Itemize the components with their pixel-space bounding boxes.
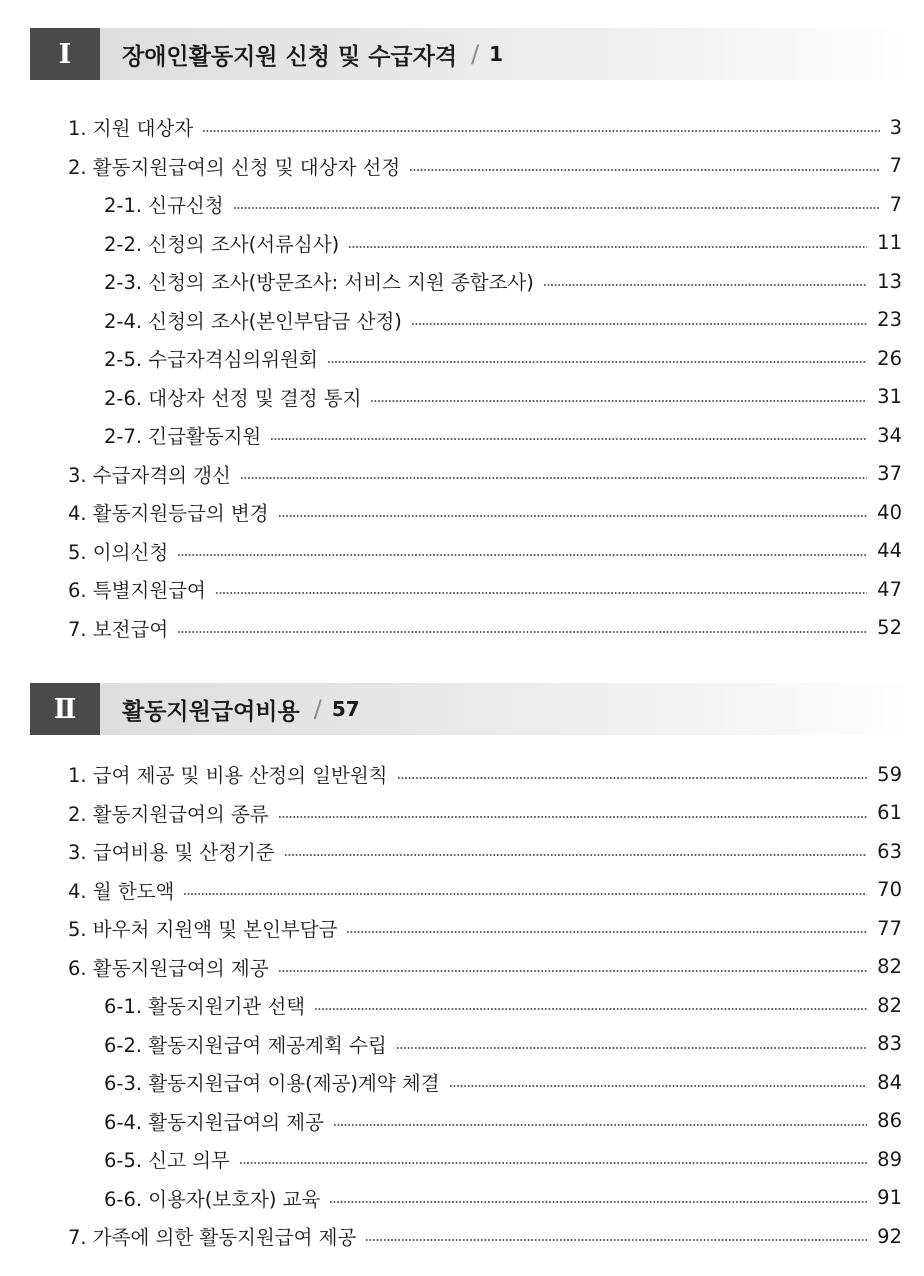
toc-entry-label: 5. 이의신청 <box>68 540 169 564</box>
toc-entry-page-number: 23 <box>877 308 902 331</box>
section-header <box>30 683 914 735</box>
dot-leader <box>396 1047 867 1049</box>
toc-entry-page-number: 31 <box>877 385 902 408</box>
dot-leader <box>177 631 867 633</box>
toc-entry[interactable] <box>0 871 924 909</box>
toc-entry[interactable] <box>0 301 924 339</box>
toc-entry-label: 6-6. 이용자(보호자) 교육 <box>104 1187 321 1211</box>
dot-leader <box>543 284 867 286</box>
toc-entry-page-number: 59 <box>877 762 902 786</box>
toc-entry-label: 6-5. 신고 의무 <box>104 1149 230 1172</box>
toc-entry-label: 6-3. 활동지원급여 이용(제공)계약 체결 <box>104 1072 440 1095</box>
toc-entry-page-number: 82 <box>877 993 902 1017</box>
toc-entry-label: 5. 바우처 지원액 및 본인부담금 <box>68 918 338 941</box>
toc-entry-label: 2-7. 긴급활동지원 <box>104 425 262 448</box>
toc-entry-label: 3. 급여비용 및 산정기준 <box>68 841 275 864</box>
toc-entry[interactable] <box>0 1063 924 1101</box>
toc-entry-label: 1. 급여 제공 및 비용 산정의 일반원칙 <box>68 764 388 787</box>
toc-entry[interactable] <box>0 1102 924 1140</box>
dot-leader <box>284 854 867 856</box>
toc-entry-label: 7. 가족에 의한 활동지원급여 제공 <box>68 1226 357 1249</box>
toc-entry[interactable] <box>0 455 924 493</box>
toc-entry[interactable] <box>0 609 924 647</box>
toc-entry-label: 6-2. 활동지원급여 제공계획 수립 <box>104 1033 387 1057</box>
toc-entry[interactable] <box>0 493 924 531</box>
toc-entry[interactable] <box>0 262 924 300</box>
section-title-wrap <box>122 28 503 80</box>
toc-entry-page-number: 86 <box>877 1109 902 1132</box>
toc-entry[interactable] <box>0 570 924 608</box>
toc-entry-page-number: 40 <box>877 500 902 524</box>
toc-entry-page-number: 89 <box>877 1147 902 1171</box>
section-slash: / <box>471 40 480 68</box>
toc-section-2 <box>0 683 924 1249</box>
toc-entry-label: 2-4. 신청의 조사(본인부담금 산정) <box>104 309 402 333</box>
toc-entry-page-number: 3 <box>889 115 902 139</box>
toc-entry[interactable] <box>0 832 924 870</box>
toc-entry[interactable] <box>0 532 924 570</box>
dot-leader <box>365 1239 867 1241</box>
toc-entry-label: 2-6. 대상자 선정 및 결정 통지 <box>104 386 362 410</box>
dot-leader <box>278 515 868 517</box>
toc-entry-page-number: 83 <box>877 1032 902 1055</box>
toc-entry-label: 6. 특별지원급여 <box>68 579 206 602</box>
toc-entry-label: 3. 수급자격의 갱신 <box>68 463 231 487</box>
toc-entry-page-number: 11 <box>877 231 902 254</box>
dot-leader <box>233 207 880 209</box>
dot-leader <box>409 169 879 171</box>
toc-entry-label: 6-4. 활동지원급여의 제공 <box>104 1110 324 1134</box>
dot-leader <box>327 361 867 363</box>
toc-entry[interactable] <box>0 224 924 262</box>
section-slash: / <box>313 695 322 723</box>
toc-entry-label: 2-1. 신규신청 <box>104 194 224 217</box>
section-page-number: 57 <box>331 697 360 721</box>
toc-entry-page-number: 7 <box>889 192 902 216</box>
toc-entry-page-number: 47 <box>877 577 902 601</box>
toc-entry-page-number: 77 <box>877 916 902 940</box>
toc-entry[interactable] <box>0 185 924 223</box>
toc-entry-page-number: 7 <box>889 154 902 177</box>
toc-entry-label: 7. 보전급여 <box>68 617 169 641</box>
dot-leader <box>215 592 867 594</box>
toc-entry-label: 2-3. 신청의 조사(방문조사: 서비스 지원 종합조사) <box>104 271 534 294</box>
toc-entry[interactable] <box>0 986 924 1024</box>
dot-leader <box>240 477 867 479</box>
toc-entry-label: 4. 활동지원등급의 변경 <box>68 502 269 525</box>
toc-entry-page-number: 84 <box>877 1070 902 1094</box>
dot-leader <box>183 893 867 895</box>
section-page-number: 1 <box>489 42 504 66</box>
toc-entry-page-number: 82 <box>877 955 902 978</box>
dot-leader <box>270 438 867 440</box>
toc-entry-page-number: 92 <box>877 1224 902 1248</box>
toc-entry[interactable] <box>0 755 924 793</box>
toc-entry-label: 6-1. 활동지원기관 선택 <box>104 995 306 1018</box>
toc-entry[interactable] <box>0 1179 924 1217</box>
section-title: 장애인활동지원 신청 및 수급자격 <box>122 43 458 70</box>
toc-entry[interactable] <box>0 909 924 947</box>
dot-leader <box>348 246 867 248</box>
toc-entry-page-number: 70 <box>877 878 902 901</box>
toc-entry-label: 2-2. 신청의 조사(서류심사) <box>104 232 340 256</box>
section-title: 활동지원급여비용 <box>122 698 300 725</box>
toc-entry-label: 2. 활동지원급여의 종류 <box>68 802 269 826</box>
toc-entry[interactable] <box>0 339 924 377</box>
toc-entry-page-number: 26 <box>877 346 902 370</box>
dot-leader <box>346 931 867 933</box>
dot-leader <box>329 1201 867 1203</box>
toc-entry[interactable] <box>0 1140 924 1178</box>
toc-entry[interactable] <box>0 948 924 986</box>
dot-leader <box>333 1124 867 1126</box>
dot-leader <box>202 130 879 132</box>
toc-entry-page-number: 63 <box>877 839 902 863</box>
toc-entry[interactable] <box>0 147 924 185</box>
section-title-wrap <box>122 683 360 735</box>
toc-entry-page-number: 37 <box>877 462 902 485</box>
toc-entry[interactable] <box>0 108 924 146</box>
toc-entry[interactable] <box>0 416 924 454</box>
section-header <box>30 28 914 80</box>
dot-leader <box>239 1162 867 1164</box>
toc-entry[interactable] <box>0 1025 924 1063</box>
dot-leader <box>278 970 868 972</box>
toc-entry[interactable] <box>0 378 924 416</box>
dot-leader <box>411 323 867 325</box>
toc-entry[interactable] <box>0 1217 924 1255</box>
dot-leader <box>278 816 868 818</box>
dot-leader <box>397 777 868 779</box>
toc-entry[interactable] <box>0 794 924 832</box>
dot-leader <box>370 400 867 402</box>
dot-leader <box>177 554 867 556</box>
toc-entry-page-number: 91 <box>877 1186 902 1209</box>
toc-entry-label: 2-5. 수급자격심의위원회 <box>104 348 318 371</box>
toc-entry-label: 4. 월 한도액 <box>68 879 175 903</box>
toc-entry-page-number: 52 <box>877 616 902 639</box>
toc-entry-page-number: 44 <box>877 539 902 562</box>
toc-entry-label: 6. 활동지원급여의 제공 <box>68 956 269 980</box>
section-numeral: Ⅱ <box>30 683 100 735</box>
toc-section-1 <box>0 28 924 641</box>
section-numeral: Ⅰ <box>30 28 100 80</box>
toc-entry-page-number: 13 <box>877 269 902 293</box>
toc-entry-label: 1. 지원 대상자 <box>68 117 194 140</box>
toc-entry-label: 2. 활동지원급여의 신청 및 대상자 선정 <box>68 155 401 179</box>
dot-leader <box>314 1008 867 1010</box>
toc-entry-page-number: 61 <box>877 801 902 824</box>
dot-leader <box>449 1085 868 1087</box>
toc-entry-page-number: 34 <box>877 423 902 447</box>
